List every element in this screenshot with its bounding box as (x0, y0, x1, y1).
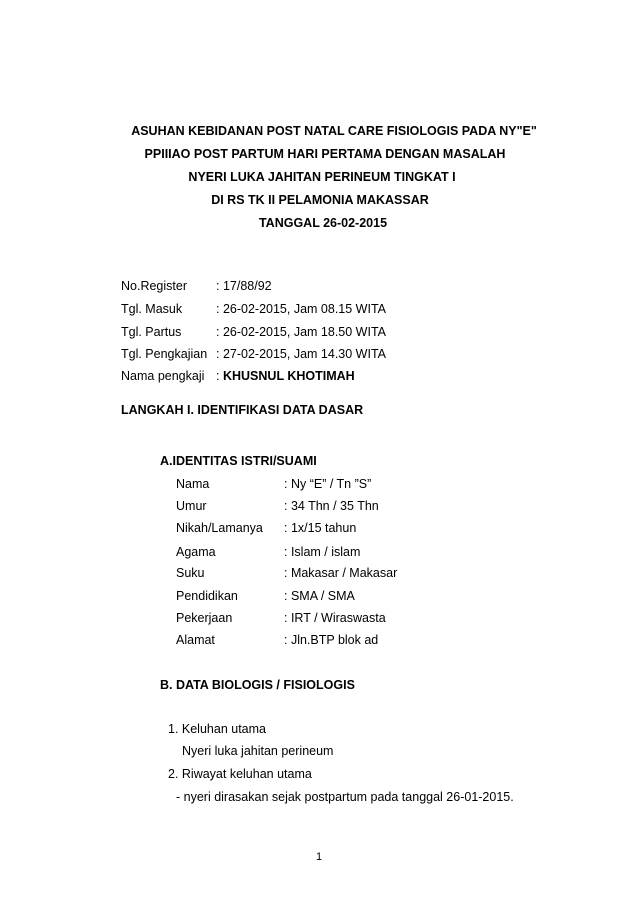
identity-value: : Jln.BTP blok ad (284, 633, 379, 647)
identity-label: Pekerjaan (176, 611, 233, 625)
reg-row-nama-pengkaji (121, 369, 355, 383)
title-line-3: NYERI LUKA JAHITAN PERINEUM TINGKAT I (188, 170, 456, 184)
reg-label: Tgl. Pengkajian (121, 347, 208, 361)
keluhan-utama-text: Nyeri luka jahitan perineum (182, 744, 334, 758)
langkah-heading: LANGKAH I. IDENTIFIKASI DATA DASAR (121, 403, 364, 417)
page-number: 1 (315, 851, 323, 863)
reg-sep: : (216, 369, 220, 383)
keluhan-utama-label: 1. Keluhan utama (168, 722, 266, 736)
reg-value: : 17/88/92 (216, 279, 272, 293)
reg-value: : 26-02-2015, Jam 18.50 WITA (216, 325, 386, 339)
reg-label: Nama pengkaji (121, 369, 205, 383)
reg-row-tgl-partus (121, 325, 386, 339)
identity-row-pekerjaan (176, 611, 386, 625)
identity-label: Nama (176, 477, 210, 491)
identity-row-umur (176, 499, 379, 513)
identity-label: Alamat (176, 633, 215, 647)
identity-label: Pendidikan (176, 589, 238, 603)
identity-label: Suku (176, 566, 205, 580)
identity-value: : SMA / SMA (284, 589, 355, 603)
identity-value: : Islam / islam (284, 545, 361, 559)
identity-value: : 34 Thn / 35 Thn (284, 499, 379, 513)
reg-label: Tgl. Masuk (121, 302, 183, 316)
section-a-heading: A.IDENTITAS ISTRI/SUAMI (160, 454, 317, 468)
title-line-2: PPIIIAO POST PARTUM HARI PERTAMA DENGAN MASALAH (144, 147, 506, 161)
identity-value: : IRT / Wiraswasta (284, 611, 386, 625)
title-line-5: TANGGAL 26-02-2015 (258, 216, 388, 230)
reg-row-no-register (121, 279, 272, 293)
identity-row-pendidikan (176, 589, 355, 603)
identity-value: : Ny “E” / Tn ”S” (284, 477, 372, 491)
reg-row-tgl-masuk (121, 302, 386, 316)
reg-label: Tgl. Partus (121, 325, 182, 339)
riwayat-keluhan-text: - nyeri dirasakan sejak postpartum pada tanggal 26-01-2015. (176, 790, 514, 804)
reg-value: : 26-02-2015, Jam 08.15 WITA (216, 302, 386, 316)
identity-label: Umur (176, 499, 207, 513)
identity-value: : Makasar / Makasar (284, 566, 398, 580)
section-b-heading: B. DATA BIOLOGIS / FISIOLOGIS (160, 678, 355, 692)
identity-label: Agama (176, 545, 216, 559)
identity-row-alamat (176, 633, 378, 647)
riwayat-keluhan-label: 2. Riwayat keluhan utama (168, 767, 312, 781)
identity-row-nama (176, 477, 371, 491)
identity-label: Nikah/Lamanya (176, 521, 263, 535)
identity-row-agama (176, 545, 360, 559)
identity-row-suku (176, 566, 397, 580)
reg-value: : 27-02-2015, Jam 14.30 WITA (216, 347, 386, 361)
identity-row-nikah (176, 521, 356, 535)
reg-value-bold: KHUSNUL KHOTIMAH (222, 369, 355, 383)
identity-value: : 1x/15 tahun (284, 521, 357, 535)
reg-row-tgl-pengkajian (121, 347, 386, 361)
title-line-1: ASUHAN KEBIDANAN POST NATAL CARE FISIOLOGIS PADA NY"E" (131, 124, 537, 138)
reg-label: No.Register (121, 279, 187, 293)
title-line-4: DI RS TK II PELAMONIA MAKASSAR (211, 193, 429, 207)
